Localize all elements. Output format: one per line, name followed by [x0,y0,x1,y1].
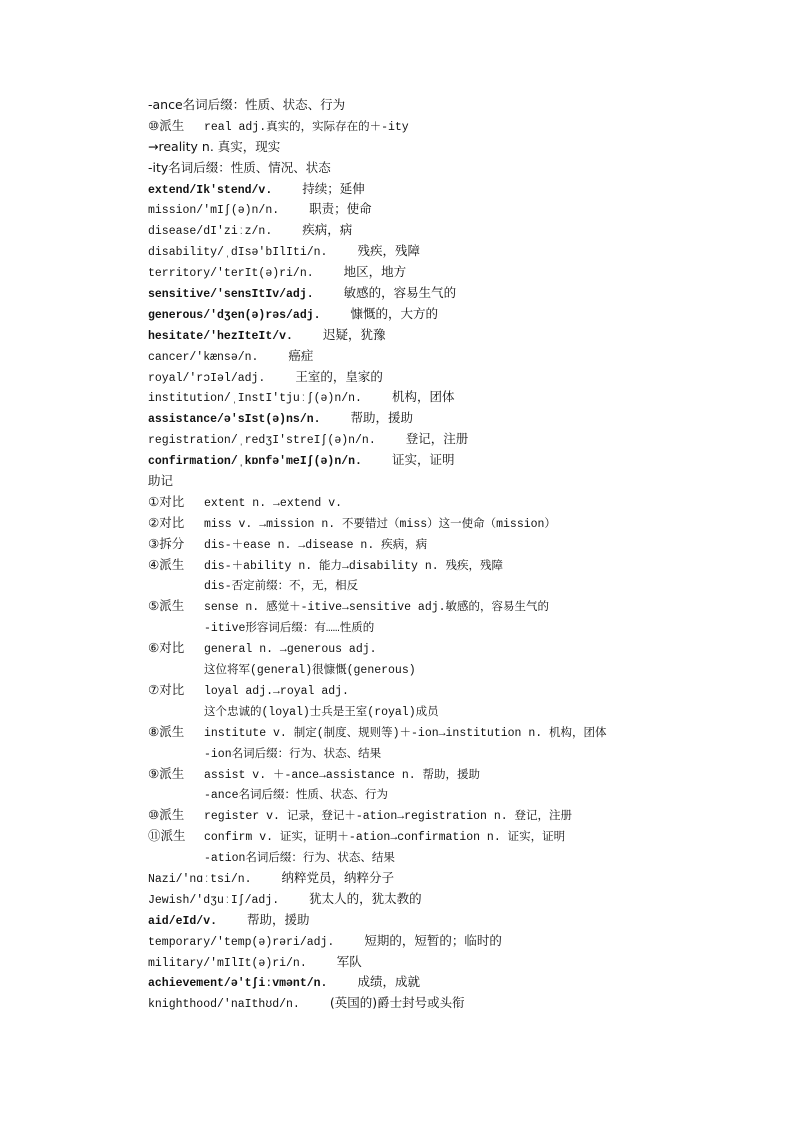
vocab-entry [148,367,768,388]
vocab-meaning: 短期的，短暂的；临时的 [364,932,502,948]
mnemonic-line [148,722,768,743]
mnemonic-tag: ⑨派生 [148,765,185,781]
mnemonic-text: dis-＋ability n. 能力→disability n. 残疾，残障 [204,559,504,573]
vocab-meaning: 地区，地方 [343,264,407,280]
mnemonic-tag: ⑩派生 [148,117,185,133]
mnemonic-line [148,513,768,534]
mnemonic-tag: ⑦对比 [148,681,185,697]
vocab-meaning: 迟疑，犹豫 [322,326,386,342]
mnemonic-line [148,784,768,805]
mnemonic-line [148,638,768,659]
vocab-entry [148,910,768,931]
vocab-word: confirmation/ˌkɒnfə'meIʃ(ə)n/n. [148,455,362,469]
vocab-word: military/'mIlIt(ə)ri/n. [148,956,307,970]
vocab-word: disease/dI'ziːz/n. [148,225,273,239]
vocab-word: temporary/'temp(ə)rəri/adj. [148,935,335,949]
vocab-entry [148,408,768,429]
vocab-word: royal/'rɔIəl/adj. [148,371,266,385]
mnemonic-line [148,680,768,701]
vocab-word: Nazi/'nɑːtsi/n. [148,872,252,886]
vocab-word: disability/ˌdIsə'bIlIti/n. [148,246,328,260]
vocab-word: achievement/ə'tʃiːvmənt/n. [148,977,328,991]
mnemonic-line [148,575,768,596]
mnemonic-text: register v. 记录，登记＋-ation→registration n. 登记，注册 [204,810,573,824]
mnemonic-text: 这位将军(general)很慷慨(generous) [204,664,416,678]
vocab-word: cancer/'kænsə/n. [148,350,259,364]
vocab-entry [148,972,768,993]
mnemonic-line [148,743,768,764]
mnemonic-text: sense n. 感觉＋-itive→sensitive adj.敏感的，容易生气的 [204,601,550,615]
vocab-word: mission/'mIʃ(ə)n/n. [148,204,280,218]
note-text: 助记 [148,473,174,489]
vocab-meaning: 帮助，援助 [350,410,414,426]
vocabulary-document [148,95,768,1014]
vocab-entry [148,241,768,262]
vocab-entry [148,199,768,220]
note-text: -ity名词后缀：性质、情况、状态 [148,159,331,175]
mnemonic-text: real adj.真实的，实际存在的＋-ity [204,120,409,134]
vocab-word: hesitate/'hezIteIt/v. [148,329,293,343]
vocab-entry [148,304,768,325]
mnemonic-line [148,596,768,617]
mnemonic-line [148,617,768,638]
vocab-entry [148,325,768,346]
mnemonic-tag: ⑧派生 [148,723,185,739]
vocab-word: knighthood/'naIthʊd/n. [148,998,300,1012]
mnemonic-text: extent n. →extend v. [204,496,343,510]
mnemonic-tag: ②对比 [148,514,185,530]
mnemonic-line [148,805,768,826]
vocab-word: aid/eId/v. [148,914,218,928]
mnemonic-text: institute v. 制定(制度、规则等)＋-ion→institution n. 机构，团体 [204,726,607,740]
text-line [148,95,768,116]
mnemonic-text: -ion名词后缀：行为、状态、结果 [204,747,382,761]
vocab-entry [148,889,768,910]
note-text: -ance名词后缀：性质、状态、行为 [148,97,346,112]
mnemonic-text: -ance名词后缀：性质、状态、行为 [204,789,389,803]
vocab-meaning: 军队 [336,953,362,969]
vocab-meaning: 敏感的，容易生气的 [343,285,457,301]
vocab-meaning: 慷慨的，大方的 [350,305,439,321]
vocab-entry [148,283,768,304]
vocab-entry [148,387,768,408]
mnemonic-text: confirm v. 证实，证明＋-ation→confirmation n. 证实，证明 [204,831,566,845]
mnemonic-text: dis-＋ease n. →disease n. 疾病，病 [204,538,428,552]
mnemonic-tag: ⑥对比 [148,640,185,656]
mnemonic-text: -ation名词后缀：行为、状态、结果 [204,852,395,866]
text-line [148,158,768,179]
mnemonic-text: assist v. ＋-ance→assistance n. 帮助，援助 [204,768,481,782]
vocab-meaning: 证实，证明 [391,452,455,468]
vocab-meaning: 疾病，病 [302,222,353,238]
vocab-meaning: 职责；使命 [309,201,372,217]
mnemonic-tag: ⑪派生 [148,828,186,844]
mnemonic-line [148,659,768,680]
mnemonic-line [148,492,768,513]
vocab-entry [148,952,768,973]
mnemonic-line [148,764,768,785]
vocab-entry [148,931,768,952]
mnemonic-line [148,847,768,868]
vocab-meaning: (英国的)爵士封号或头衔 [329,995,465,1011]
note-text: →reality n. 真实，现实 [148,138,281,154]
mnemonic-line [148,116,768,137]
mnemonic-line [148,555,768,576]
vocab-meaning: 纳粹党员，纳粹分子 [281,869,395,885]
vocab-meaning: 癌症 [288,347,314,363]
mnemonic-tag: ③拆分 [148,535,185,551]
vocab-word: institution/ˌInstI'tjuːʃ(ə)n/n. [148,392,362,406]
vocab-word: registration/ˌredʒI'streIʃ(ə)n/n. [148,434,376,448]
vocab-entry [148,262,768,283]
vocab-entry [148,346,768,367]
vocab-word: territory/'terIt(ə)ri/n. [148,267,314,281]
vocab-meaning: 持续；延伸 [302,180,365,196]
vocab-word: sensitive/'sensItIv/adj. [148,288,314,302]
mnemonic-tag: ⑩派生 [148,807,185,823]
mnemonic-line [148,534,768,555]
vocab-word: assistance/ə'sIst(ə)ns/n. [148,413,321,427]
mnemonic-text: loyal adj.→royal adj. [204,684,349,698]
vocab-meaning: 帮助，援助 [247,911,310,927]
mnemonic-text: dis-否定前缀：不，无，相反 [204,580,359,594]
mnemonic-tag: ①对比 [148,493,185,509]
vocab-meaning: 成绩，成就 [357,974,420,990]
vocab-meaning: 登记，注册 [405,431,469,447]
vocab-meaning: 机构，团体 [391,389,455,405]
vocab-word: Jewish/'dʒuːIʃ/adj. [148,893,280,907]
mnemonic-text: 这个忠诚的(loyal)士兵是王室(royal)成员 [204,705,439,719]
vocab-entry [148,220,768,241]
mnemonic-line [148,701,768,722]
vocab-entry [148,179,768,200]
mnemonic-text: miss v. →mission n. 不要错过（miss）这一使命（mission） [204,517,556,531]
mnemonic-tag: ⑤派生 [148,598,185,614]
mnemonic-tag: ④派生 [148,556,185,572]
text-line [148,471,768,492]
vocab-entry [148,450,768,471]
mnemonic-text: -itive形容词后缀：有……性质的 [204,622,375,636]
vocab-entry [148,868,768,889]
vocab-word: generous/'dʒen(ə)rəs/adj. [148,308,321,322]
vocab-entry [148,429,768,450]
vocab-meaning: 残疾，残障 [357,243,420,259]
vocab-word: extend/Ik'stend/v. [148,183,273,197]
vocab-meaning: 犹太人的，犹太教的 [309,890,422,906]
mnemonic-line [148,826,768,847]
mnemonic-text: general n. →generous adj. [204,643,377,657]
text-line [148,137,768,158]
vocab-meaning: 王室的，皇家的 [295,368,383,384]
vocab-entry [148,993,768,1014]
